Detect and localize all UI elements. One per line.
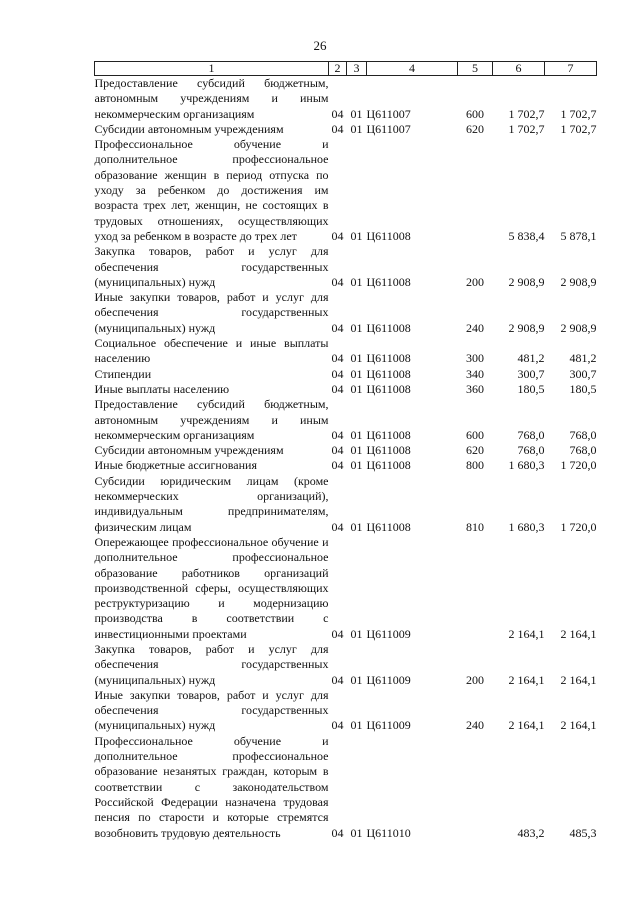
header-col-5: 5 (458, 62, 493, 76)
row-target-article: Ц611008 (366, 381, 411, 396)
header-col-3: 3 (347, 62, 367, 76)
row-target-article: Ц611007 (366, 121, 411, 136)
row-expense-type: 600 (466, 427, 484, 442)
row-expense-type: 600 (466, 106, 484, 121)
row-section: 04 (331, 320, 344, 335)
row-description: Профессиональное обучение и дополнительное профессиональное образование незанятых граждан, которым в соответствии с законодательством Российской Федерации назначена трудовая пенсия по старости и которые стремятся возобновить трудовую деятельность (94, 733, 329, 840)
row-description: Закупка товаров, работ и услуг для обеспечения государственных (муниципальных) нужд (94, 641, 329, 687)
table-row (95, 443, 597, 458)
row-amount-year-1: 768,0 (517, 427, 545, 442)
row-expense-type: 240 (466, 320, 484, 335)
row-target-article: Ц611008 (366, 228, 411, 243)
row-amount-year-1: 2 164,1 (508, 718, 545, 733)
row-amount-year-2: 1 702,7 (560, 121, 597, 136)
header-col-4: 4 (367, 62, 458, 76)
header-col-6: 6 (493, 62, 545, 76)
row-amount-year-2: 1 702,7 (560, 106, 597, 121)
row-description: Закупка товаров, работ и услуг для обеспечения государственных (муниципальных) нужд (94, 244, 329, 289)
row-target-article: Ц611008 (366, 274, 411, 289)
row-amount-year-2: 2 164,1 (560, 718, 597, 733)
row-amount-year-2: 2 908,9 (560, 274, 597, 289)
row-expense-type: 300 (466, 351, 484, 366)
row-description: Иные выплаты населению (94, 381, 230, 396)
row-amount-year-1: 180,5 (517, 381, 545, 396)
row-amount-year-1: 1 680,3 (508, 519, 545, 534)
row-section: 04 (331, 519, 344, 534)
row-section: 04 (331, 626, 344, 641)
row-expense-type: 240 (466, 718, 484, 733)
row-amount-year-1: 2 164,1 (508, 672, 545, 687)
row-amount-year-2: 5 878,1 (560, 228, 597, 243)
row-amount-year-1: 5 838,4 (508, 228, 545, 243)
row-subsection: 01 (350, 626, 363, 641)
row-section: 04 (331, 672, 344, 687)
row-amount-year-2: 768,0 (569, 427, 597, 442)
row-expense-type: 800 (466, 458, 484, 473)
row-amount-year-1: 1 702,7 (508, 121, 545, 136)
row-amount-year-1: 2 164,1 (508, 626, 545, 641)
row-expense-type (458, 137, 493, 244)
row-expense-type: 620 (466, 121, 484, 136)
row-subsection: 01 (350, 381, 363, 396)
row-amount-year-1: 2 908,9 (508, 274, 545, 289)
row-subsection: 01 (350, 443, 363, 458)
row-description: Субсидии юридическим лицам (кроме некоммерческих организаций), индивидуальным предпринимателям, физическим лицам (94, 473, 329, 534)
row-target-article: Ц611008 (366, 519, 411, 534)
row-section: 04 (331, 106, 344, 121)
row-target-article: Ц611008 (366, 320, 411, 335)
row-description: Предоставление субсидий бюджетным, автономным учреждениям и иным некоммерческим организациям (94, 397, 329, 442)
row-subsection: 01 (350, 228, 363, 243)
page-number: 26 (313, 38, 327, 53)
row-section: 04 (331, 825, 344, 840)
row-target-article: Ц611008 (366, 443, 411, 458)
row-section: 04 (331, 228, 344, 243)
row-description: Социальное обеспечение и иные выплаты населению (94, 336, 329, 366)
row-expense-type: 810 (466, 519, 484, 534)
row-amount-year-2: 2 164,1 (560, 626, 597, 641)
row-subsection: 01 (350, 825, 363, 840)
table-row (95, 688, 597, 734)
row-section: 04 (331, 458, 344, 473)
header-col-7: 7 (545, 62, 597, 76)
row-target-article: Ц611009 (366, 672, 411, 687)
table-row (95, 535, 597, 642)
table-row (95, 734, 597, 841)
row-description: Стипендии (94, 366, 152, 381)
row-amount-year-2: 300,7 (569, 366, 597, 381)
table-row (95, 122, 597, 137)
row-description: Иные бюджетные ассигнования (94, 458, 257, 473)
row-amount-year-2: 485,3 (569, 825, 597, 840)
table-row (95, 474, 597, 535)
row-section: 04 (331, 381, 344, 396)
row-subsection: 01 (350, 351, 363, 366)
table-row (95, 336, 597, 367)
row-expense-type: 200 (466, 274, 484, 289)
row-amount-year-1: 300,7 (517, 366, 545, 381)
table-header-row (95, 62, 597, 76)
row-amount-year-2: 180,5 (569, 381, 597, 396)
table-body (95, 76, 597, 841)
row-description: Иные закупки товаров, работ и услуг для обеспечения государственных (муниципальных) нужд (94, 290, 329, 335)
table-row (95, 397, 597, 443)
table-row (95, 367, 597, 382)
row-subsection: 01 (350, 519, 363, 534)
table-row (95, 76, 597, 122)
row-amount-year-1: 1 680,3 (508, 458, 545, 473)
row-subsection: 01 (350, 320, 363, 335)
row-target-article: Ц611009 (366, 626, 411, 641)
row-amount-year-1: 768,0 (517, 443, 545, 458)
budget-table (94, 61, 597, 841)
row-description: Иные закупки товаров, работ и услуг для обеспечения государственных (муниципальных) нужд (94, 687, 329, 733)
row-description: Опережающее профессиональное обучение и дополнительное профессиональное образование работников организаций производственной сферы, осуществляющих реструктуризацию и модернизацию производства в соответствии с инвестиционными проектами (94, 534, 329, 641)
row-section: 04 (331, 427, 344, 442)
row-target-article: Ц611008 (366, 458, 411, 473)
row-target-article: Ц611009 (366, 718, 411, 733)
row-section: 04 (331, 121, 344, 136)
row-expense-type: 340 (466, 366, 484, 381)
row-expense-type: 200 (466, 672, 484, 687)
row-description: Субсидии автономным учреждениям (94, 443, 284, 458)
row-amount-year-1: 481,2 (517, 351, 545, 366)
header-col-2: 2 (329, 62, 347, 76)
table-row (95, 290, 597, 336)
row-expense-type (458, 535, 493, 642)
row-amount-year-2: 1 720,0 (560, 458, 597, 473)
row-description: Профессиональное обучение и дополнительное профессиональное образование женщин в период отпуска по уходу за ребенком до достижения им возраста трех лет, женщин, не состоящих в трудовых отношениях, осуществляющих уход за ребенком в возрасте до трех лет (94, 137, 329, 243)
row-subsection: 01 (350, 427, 363, 442)
row-target-article: Ц611008 (366, 366, 411, 381)
row-subsection: 01 (350, 106, 363, 121)
row-subsection: 01 (350, 366, 363, 381)
row-subsection: 01 (350, 672, 363, 687)
row-section: 04 (331, 274, 344, 289)
row-subsection: 01 (350, 121, 363, 136)
row-amount-year-2: 2 164,1 (560, 672, 597, 687)
table-row (95, 244, 597, 290)
row-subsection: 01 (350, 718, 363, 733)
row-amount-year-2: 2 908,9 (560, 320, 597, 335)
row-section: 04 (331, 366, 344, 381)
row-section: 04 (331, 443, 344, 458)
row-section: 04 (331, 718, 344, 733)
row-target-article: Ц611008 (366, 351, 411, 366)
row-amount-year-1: 2 908,9 (508, 320, 545, 335)
row-description: Предоставление субсидий бюджетным, автономным учреждениям и иным некоммерческим организациям (94, 76, 329, 121)
row-expense-type: 360 (466, 381, 484, 396)
row-description: Субсидии автономным учреждениям (94, 121, 284, 136)
header-col-1: 1 (95, 62, 329, 76)
row-expense-type (458, 734, 493, 841)
row-subsection: 01 (350, 458, 363, 473)
row-amount-year-2: 1 720,0 (560, 519, 597, 534)
row-amount-year-2: 481,2 (569, 351, 597, 366)
table-row (95, 458, 597, 473)
row-amount-year-1: 1 702,7 (508, 106, 545, 121)
row-target-article: Ц611007 (366, 106, 411, 121)
row-target-article: Ц611008 (366, 427, 411, 442)
row-subsection: 01 (350, 274, 363, 289)
table-row (95, 642, 597, 688)
table-row (95, 137, 597, 244)
row-amount-year-2: 768,0 (569, 443, 597, 458)
row-amount-year-1: 483,2 (517, 825, 545, 840)
row-target-article: Ц611010 (366, 825, 411, 840)
row-section: 04 (331, 351, 344, 366)
row-expense-type: 620 (466, 443, 484, 458)
table-row (95, 382, 597, 397)
